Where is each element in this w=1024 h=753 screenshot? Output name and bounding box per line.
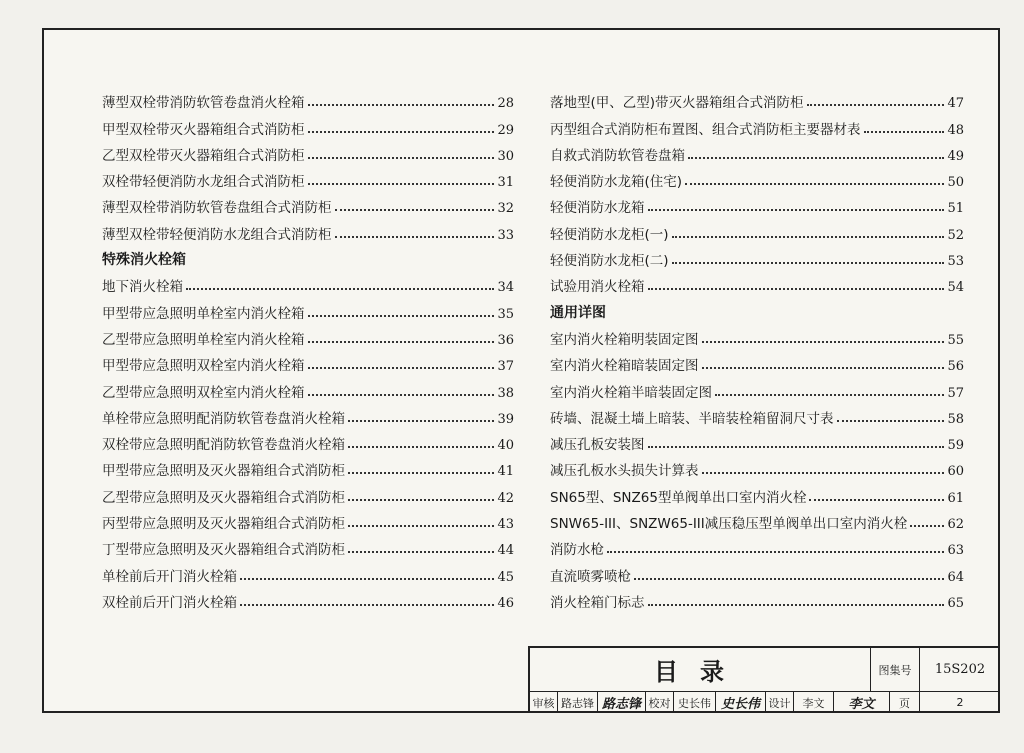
toc-entry-title: 薄型双栓带消防软管卷盘消火栓箱 [102, 95, 305, 112]
dot-leader [348, 525, 494, 527]
toc-entry-page: 30 [497, 148, 514, 164]
dot-leader [702, 472, 945, 474]
dot-leader [348, 420, 494, 422]
toc-entry [102, 269, 514, 295]
toc-entry-page: 46 [497, 595, 514, 611]
dot-leader [348, 472, 494, 474]
dot-leader [308, 341, 495, 343]
toc-entry [550, 216, 964, 242]
toc-entry-page: 42 [497, 490, 514, 506]
toc-entry-page: 38 [497, 385, 514, 401]
toc-entry-title: 砖墙、混凝土墙上暗装、半暗装栓箱留洞尺寸表 [550, 410, 834, 427]
toc-entry-title: 甲型双栓带灭火器箱组合式消防柜 [102, 121, 305, 138]
toc-entry-title: 消防水枪 [550, 542, 604, 559]
toc-entry-page: 35 [497, 306, 514, 322]
toc-entry-title: 减压孔板安装图 [550, 437, 645, 454]
toc-entry [550, 585, 964, 611]
toc-entry [550, 322, 964, 348]
toc-entry-page: 52 [947, 227, 964, 243]
dot-leader [308, 367, 495, 369]
toc-entry-page: 37 [497, 359, 514, 375]
toc-entry-title: 甲型带应急照明单栓室内消火栓箱 [102, 305, 305, 322]
toc-entry-page: 33 [497, 227, 514, 243]
toc-entry [550, 427, 964, 453]
toc-entry-page: 53 [947, 254, 964, 270]
dot-leader [648, 288, 945, 290]
toc-entry [550, 506, 964, 532]
toc-entry-page: 61 [947, 490, 964, 506]
toc-entry-title: 甲型带应急照明双栓室内消火栓箱 [102, 358, 305, 375]
toc-entry-title: 轻便消防水龙柜(一) [550, 226, 669, 243]
toc-entry [102, 216, 514, 242]
toc-entry-title: 减压孔板水头损失计算表 [550, 463, 699, 480]
toc-right-column [550, 85, 964, 611]
toc-entry [550, 532, 964, 558]
dot-leader [308, 131, 495, 133]
dot-leader [702, 367, 945, 369]
toc-entry [102, 506, 514, 532]
design-label: 设计 [766, 692, 794, 713]
toc-entry [102, 401, 514, 427]
dot-leader [348, 446, 494, 448]
toc-entry [102, 164, 514, 190]
toc-entry [550, 111, 964, 137]
toc-entry-page: 32 [497, 201, 514, 217]
dot-leader [648, 604, 945, 606]
toc-entry-page: 54 [947, 280, 964, 296]
toc-entry-page: 60 [947, 464, 964, 480]
toc-entry-title: 轻便消防水龙箱 [550, 200, 645, 217]
toc-entry-page: 39 [497, 411, 514, 427]
dot-leader [308, 315, 495, 317]
dot-leader [607, 551, 944, 553]
toc-entry [102, 374, 514, 400]
toc-entry [550, 479, 964, 505]
toc-entry [550, 243, 964, 269]
dot-leader [634, 578, 944, 580]
toc-entry-page: 47 [947, 96, 964, 112]
toc-entry-page: 29 [497, 122, 514, 138]
toc-entry-title: 轻便消防水龙箱(住宅) [550, 174, 683, 191]
toc-entry-title: 单栓带应急照明配消防软管卷盘消火栓箱 [102, 410, 345, 427]
page-number: 2 [956, 696, 964, 709]
check-label: 校对 [646, 692, 674, 713]
dot-leader [308, 157, 495, 159]
toc-entry-page: 36 [497, 332, 514, 348]
toc-entry-title: 双栓前后开门消火栓箱 [102, 594, 237, 611]
toc-entry [550, 453, 964, 479]
toc-entry-title: 乙型双栓带灭火器箱组合式消防柜 [102, 147, 305, 164]
atlas-number-label: 图集号 [870, 648, 920, 691]
toc-entry [102, 348, 514, 374]
toc-entry-title: 乙型带应急照明单栓室内消火栓箱 [102, 331, 305, 348]
toc-entry-title: 直流喷雾喷枪 [550, 568, 631, 585]
dot-leader [864, 131, 945, 133]
toc-entry [550, 85, 964, 111]
toc-entry-title: 双栓带轻便消防水龙组合式消防柜 [102, 174, 305, 191]
reviewer-name: 路志锋 [558, 692, 598, 713]
dot-leader [348, 499, 494, 501]
toc-entry-page: 34 [497, 280, 514, 296]
dot-leader [715, 394, 944, 396]
toc-entry [102, 558, 514, 584]
toc-left-column [102, 85, 514, 611]
toc-entry-title: 丙型组合式消防柜布置图、组合式消防柜主要器材表 [550, 121, 861, 138]
toc-entry-title: 单栓前后开门消火栓箱 [102, 568, 237, 585]
toc-entry-page: 31 [497, 175, 514, 191]
dot-leader [809, 499, 944, 501]
toc-entry-title: 薄型双栓带轻便消防水龙组合式消防柜 [102, 226, 332, 243]
section-heading [102, 243, 514, 269]
toc-entry-page: 51 [947, 201, 964, 217]
toc-entry-title: 室内消火栓箱明装固定图 [550, 331, 699, 348]
toc-entry [102, 479, 514, 505]
toc-entry-page: 58 [947, 411, 964, 427]
toc-entry-title: 双栓带应急照明配消防软管卷盘消火栓箱 [102, 437, 345, 454]
title-block [528, 646, 1000, 713]
toc-entry-title: 室内消火栓箱半暗装固定图 [550, 384, 712, 401]
dot-leader [685, 183, 944, 185]
toc-entry [550, 164, 964, 190]
designer-name: 李文 [794, 692, 834, 713]
designer-signature: 李文 [834, 692, 890, 713]
toc-entry [550, 558, 964, 584]
dot-leader [308, 104, 495, 106]
toc-entry-title: 甲型带应急照明及灭火器箱组合式消防柜 [102, 463, 345, 480]
toc-entry [550, 269, 964, 295]
toc-entry-title: 丙型带应急照明及灭火器箱组合式消防柜 [102, 516, 345, 533]
toc-entry-title: 自救式消防软管卷盘箱 [550, 147, 685, 164]
section-heading-text: 特殊消火栓箱 [102, 252, 186, 269]
dot-leader [702, 341, 945, 343]
toc-entry-page: 55 [947, 332, 964, 348]
toc-entry-page: 56 [947, 359, 964, 375]
toc-entry [550, 138, 964, 164]
toc-entry-title: 丁型带应急照明及灭火器箱组合式消防柜 [102, 542, 345, 559]
checker-signature: 史长伟 [716, 692, 766, 713]
checker-name: 史长伟 [674, 692, 716, 713]
toc-entry-title: 轻便消防水龙柜(二) [550, 253, 669, 270]
toc-entry [102, 532, 514, 558]
toc-entry [102, 427, 514, 453]
toc-entry [102, 85, 514, 111]
dot-leader [648, 209, 945, 211]
reviewer-signature: 路志锋 [598, 692, 646, 713]
toc-entry [102, 295, 514, 321]
toc-entry-title: 薄型双栓带消防软管卷盘组合式消防柜 [102, 200, 332, 217]
toc-entry-page: 65 [947, 595, 964, 611]
dot-leader [672, 236, 945, 238]
toc-entry [102, 585, 514, 611]
toc-entry-page: 63 [947, 543, 964, 559]
toc-entry [550, 348, 964, 374]
toc-entry [102, 190, 514, 216]
toc-entry [550, 190, 964, 216]
toc-entry-title: 消火栓箱门标志 [550, 594, 645, 611]
review-label: 审核 [530, 692, 558, 713]
signature-row [530, 692, 1000, 713]
dot-leader [240, 604, 494, 606]
dot-leader [335, 209, 495, 211]
toc-entry-page: 62 [947, 517, 964, 533]
toc-entry-page: 45 [497, 569, 514, 585]
toc-entry-title: 落地型(甲、乙型)带灭火器箱组合式消防柜 [550, 95, 804, 112]
toc-entry-title: 乙型带应急照明及灭火器箱组合式消防柜 [102, 489, 345, 506]
section-heading [550, 295, 964, 321]
toc-entry [550, 374, 964, 400]
dot-leader [910, 525, 944, 527]
dot-leader [308, 394, 495, 396]
dot-leader [335, 236, 495, 238]
toc-entry-page: 41 [497, 464, 514, 480]
toc-entry-page: 59 [947, 438, 964, 454]
toc-entry-title: SNW65-III、SNZW65-III减压稳压型单阀单出口室内消火栓 [550, 516, 908, 533]
toc-entry-page: 50 [947, 175, 964, 191]
toc-entry-page: 40 [497, 438, 514, 454]
sheet-title: 目录 [654, 658, 746, 686]
toc-entry [550, 401, 964, 427]
toc-entry-title: SN65型、SNZ65型单阀单出口室内消火栓 [550, 489, 807, 506]
toc-entry [102, 322, 514, 348]
toc-entry [102, 138, 514, 164]
drawing-sheet [42, 28, 1000, 713]
toc-entry-page: 28 [497, 96, 514, 112]
dot-leader [308, 183, 495, 185]
dot-leader [648, 446, 945, 448]
toc-entry [102, 111, 514, 137]
page-label: 页 [890, 692, 920, 713]
toc-entry-title: 乙型带应急照明双栓室内消火栓箱 [102, 384, 305, 401]
dot-leader [807, 104, 945, 106]
toc-entry [102, 453, 514, 479]
toc-entry-page: 57 [947, 385, 964, 401]
toc-entry-title: 地下消火栓箱 [102, 279, 183, 296]
dot-leader [240, 578, 494, 580]
toc-entry-page: 64 [947, 569, 964, 585]
dot-leader [348, 551, 494, 553]
section-heading-text: 通用详图 [550, 304, 606, 321]
toc-entry-page: 49 [947, 148, 964, 164]
dot-leader [672, 262, 945, 264]
toc-entry-page: 43 [497, 517, 514, 533]
dot-leader [688, 157, 944, 159]
toc-entry-title: 室内消火栓箱暗装固定图 [550, 358, 699, 375]
dot-leader [837, 420, 945, 422]
toc-entry-title: 试验用消火栓箱 [550, 279, 645, 296]
dot-leader [186, 288, 494, 290]
toc-entry-page: 48 [947, 122, 964, 138]
atlas-number: 15S202 [934, 662, 986, 677]
toc-entry-page: 44 [497, 543, 514, 559]
